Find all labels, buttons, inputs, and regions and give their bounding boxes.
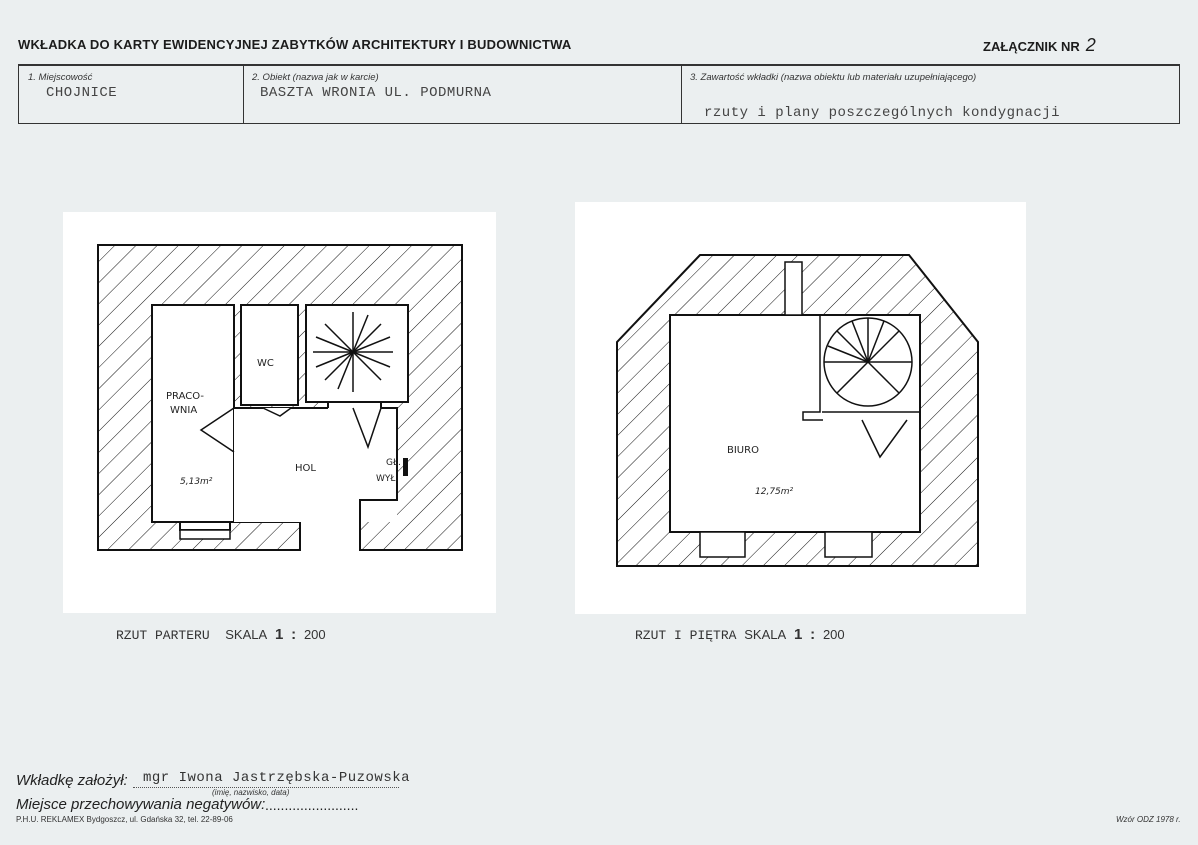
- created-by-value: mgr Iwona Jastrzębska-Puzowska: [143, 770, 411, 786]
- ground-floor-plan: [63, 212, 496, 613]
- attachment-number: [983, 35, 1096, 56]
- first-window-1: [700, 532, 745, 557]
- first-plan-caption: RZUT I PIĘTRA SKALA 1 : 200: [635, 626, 845, 643]
- room-area-biuro: 12,75m²: [755, 487, 794, 497]
- spiral-stair-symbol: [313, 312, 393, 392]
- ground-window: [180, 530, 230, 539]
- object-label: 2. Obiekt (nazwa jak w karcie): [252, 72, 379, 83]
- content-value: rzuty i plany poszczególnych kondygnacji: [704, 105, 1061, 121]
- storage-value: ........................: [265, 797, 359, 813]
- ground-floor-drawing: [63, 212, 496, 613]
- divider-1: [243, 64, 244, 124]
- room-label-gl-2: WYŁ.: [376, 474, 399, 484]
- room-label-pracownia-2: WNIA: [170, 405, 198, 416]
- content-label: 3. Zawartość wkładki (nazwa obiektu lub materiału uzupełniającego): [690, 72, 977, 83]
- first-floor-drawing: [575, 202, 1026, 614]
- document-title: WKŁADKA DO KARTY EWIDENCYJNEJ ZABYTKÓW ARCHITEKTURY I BUDOWNICTWA: [18, 37, 572, 52]
- room-label-gl-1: GŁ.: [386, 458, 401, 468]
- room-label-hol: HOL: [295, 463, 316, 474]
- room-label-pracownia-1: PRACO-: [166, 391, 204, 402]
- publisher-note: P.H.U. REKLAMEX Bydgoszcz, ul. Gdańska 32, tel. 22-89-06: [16, 815, 233, 824]
- right-border: [1179, 64, 1180, 124]
- top-rule: [18, 64, 1180, 66]
- first-window-2: [825, 532, 872, 557]
- room-area-pracownia: 5,13m²: [180, 477, 213, 487]
- bottom-rule: [18, 123, 1180, 124]
- first-floor-plan: [575, 202, 1026, 614]
- attachment-value: 2: [1085, 35, 1096, 55]
- object-value: BASZTA WRONIA UL. PODMURNA: [260, 85, 492, 101]
- room-label-biuro: BIURO: [727, 445, 759, 456]
- created-by-hint: (imię, nazwisko, data): [212, 788, 290, 797]
- created-by-label: Wkładkę założył:: [16, 772, 128, 789]
- template-note: Wzór ODZ 1978 r.: [1116, 815, 1181, 824]
- locality-value: CHOJNICE: [46, 85, 118, 101]
- divider-2: [681, 64, 682, 124]
- left-border: [18, 64, 19, 124]
- storage-label: Miejsce przechowywania negatywów:: [16, 796, 266, 813]
- attachment-label: ZAŁĄCZNIK NR: [983, 39, 1080, 54]
- ground-plan-caption: RZUT PARTERU SKALA 1 : 200: [116, 626, 326, 643]
- wc-room: [241, 305, 298, 405]
- chimney: [785, 262, 802, 315]
- room-label-wc: WC: [257, 358, 274, 369]
- locality-label: 1. Miejscowość: [28, 72, 93, 83]
